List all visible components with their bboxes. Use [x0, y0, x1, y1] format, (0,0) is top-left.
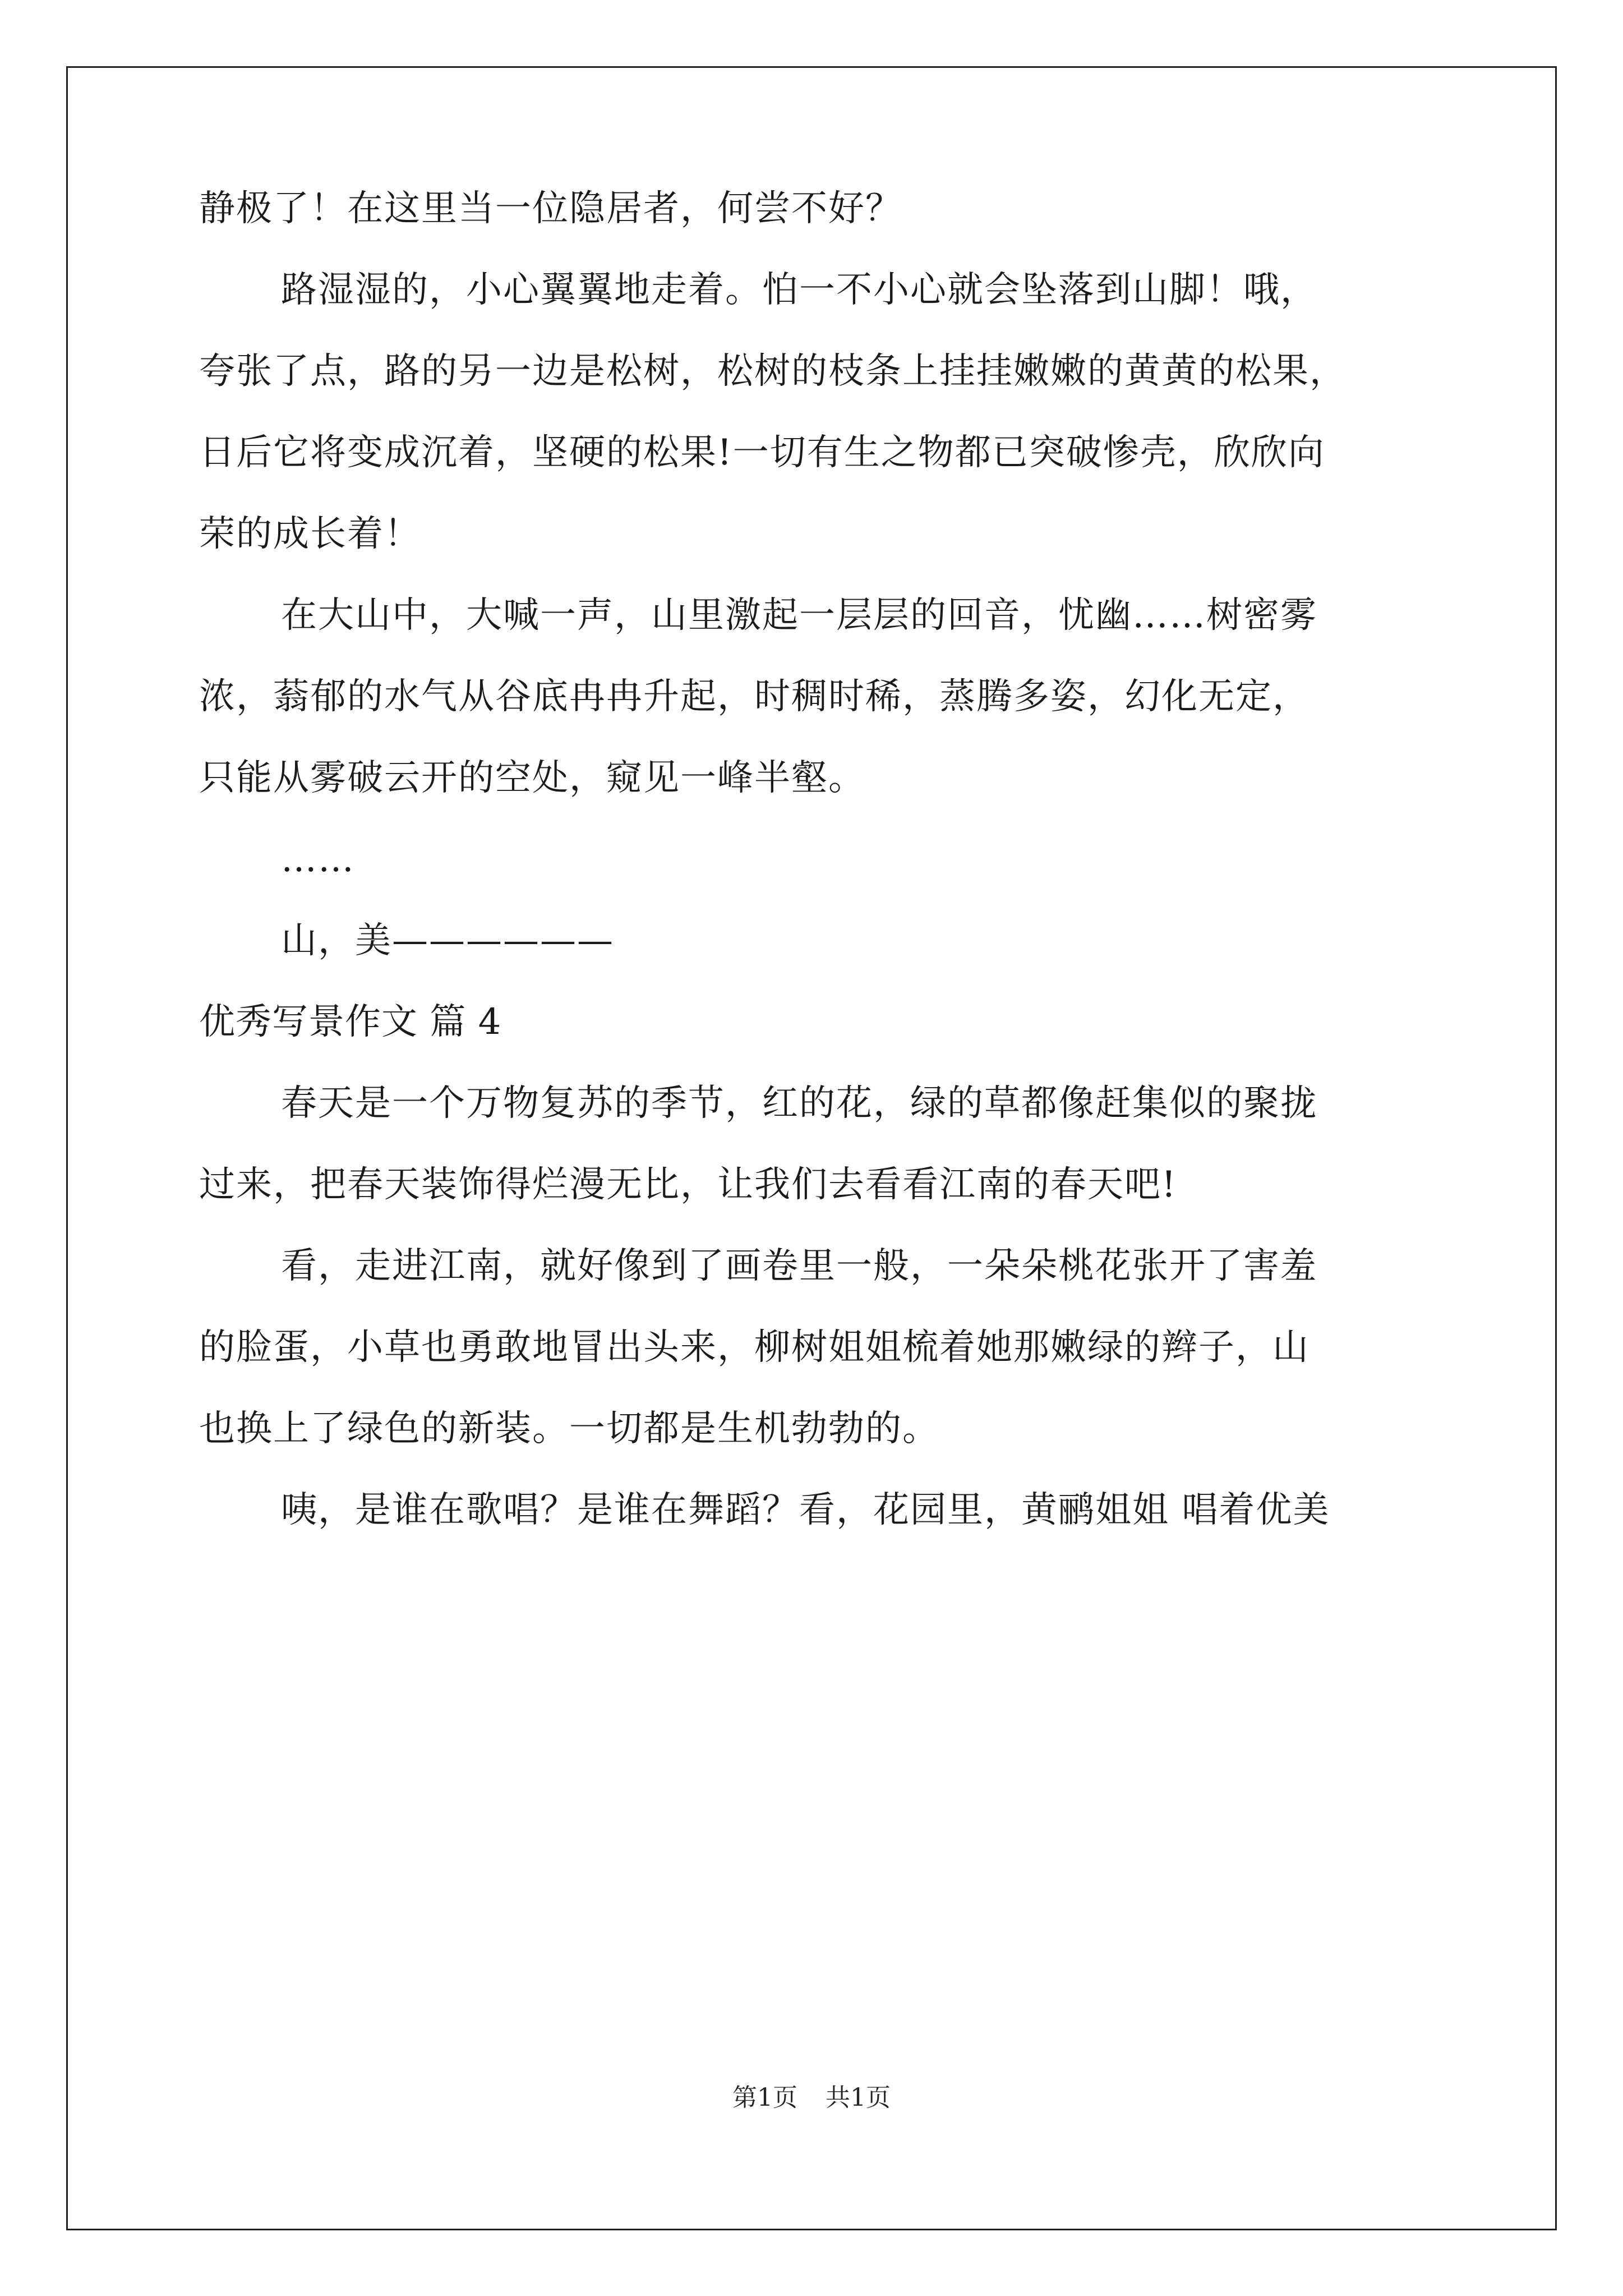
paragraph-start-line: 在大山中，大喊一声，山里激起一层层的回音，忧幽……树密雾	[281, 595, 1317, 636]
paragraph-start-line: 路湿湿的，小心翼翼地走着。怕一不小心就会坠落到山脚！哦，	[281, 269, 1317, 311]
page-footer	[0, 2083, 1623, 2112]
paragraph-start-line: 山，美——————	[281, 920, 614, 961]
section-heading: 优秀写景作文 篇 4	[199, 1001, 502, 1043]
text-line: 过来，把春天装饰得烂漫无比，让我们去看看江南的春天吧!	[199, 1164, 1177, 1205]
text-line: 日后它将变成沉着，坚硬的松果!一切有生之物都已突破惨壳，欣欣向	[199, 432, 1325, 473]
paragraph-start-line: 咦，是谁在歌唱？是谁在舞蹈？看，花园里，黄鹂姐姐 唱着优美	[281, 1489, 1330, 1531]
paragraph-start-line: 看，走进江南，就好像到了画卷里一般，一朵朵桃花张开了害羞	[281, 1245, 1317, 1287]
page-total: 共1页	[826, 2083, 891, 2112]
text-line: 夸张了点，路的另一边是松树，松树的枝条上挂挂嫩嫩的黄黄的松果，	[199, 351, 1347, 392]
page-number: 第1页	[732, 2083, 797, 2112]
text-line: 的脸蛋，小草也勇敢地冒出头来，柳树姐姐梳着她那嫩绿的辫子，山	[199, 1327, 1310, 1368]
text-line: 只能从雾破云开的空处，窥见一峰半壑。	[199, 757, 865, 799]
text-line: 荣的成长着！	[199, 513, 421, 555]
document-body	[199, 188, 1433, 1573]
ellipsis-line: ……	[281, 839, 355, 880]
text-line: 也换上了绿色的新装。一切都是生机勃勃的。	[199, 1408, 939, 1450]
paragraph-start-line: 春天是一个万物复苏的季节，红的花，绿的草都像赶集似的聚拢	[281, 1083, 1317, 1124]
text-line: 静极了！在这里当一位隐居者，何尝不好？	[199, 188, 902, 229]
text-line: 浓，蓊郁的水气从谷底冉冉升起，时稠时稀，蒸腾多姿，幻化无定，	[199, 676, 1310, 717]
